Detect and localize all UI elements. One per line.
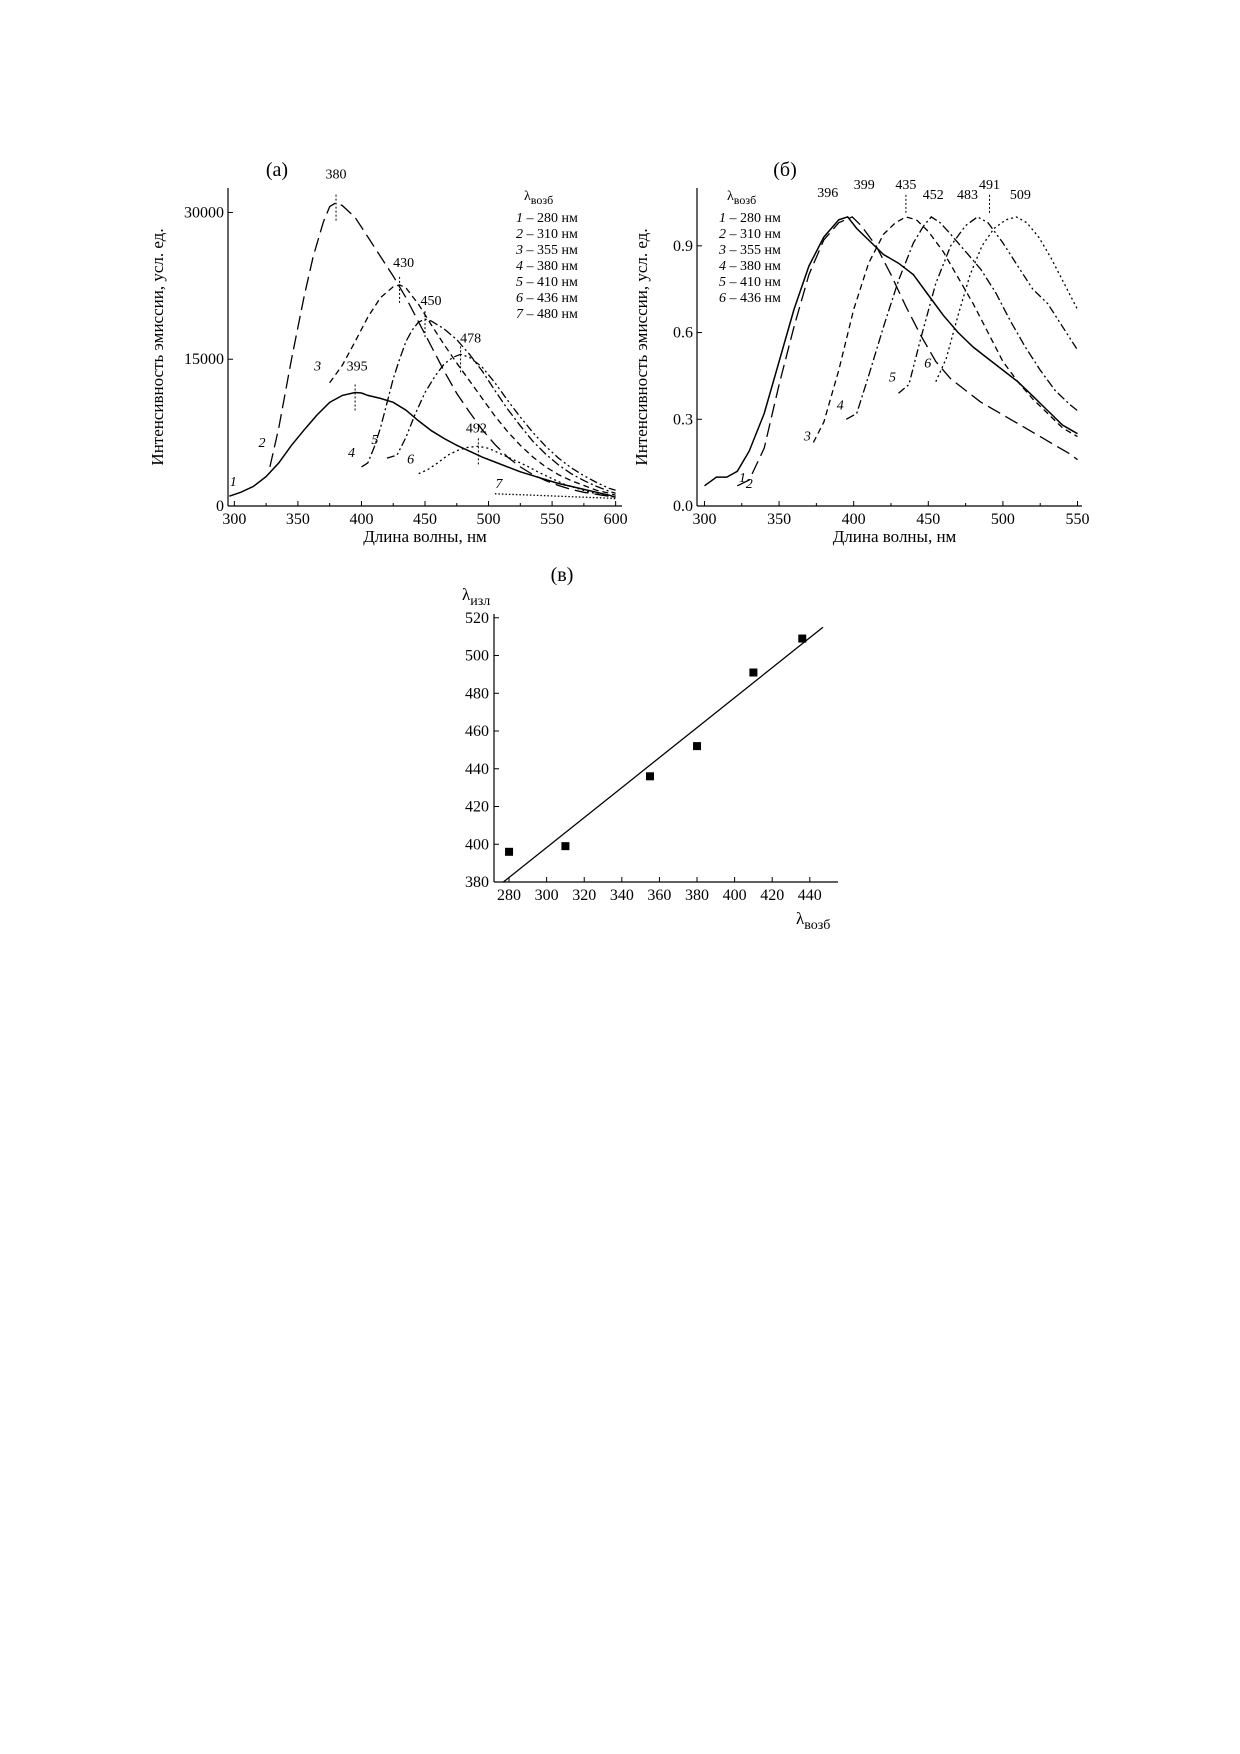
curve-number-5: 5 [888,370,896,386]
legend-entry-text: – 380 нм [523,259,578,274]
y-tick-label: 400 [465,836,489,854]
y-tick-label: 420 [465,798,489,816]
curve-number-1: 1 [229,475,237,491]
data-point [646,772,654,780]
curve-number-4: 4 [836,398,844,414]
y-tick-label: 520 [465,609,489,627]
y-tick-label: 480 [465,685,489,703]
x-tick-label: 380 [685,887,710,904]
x-axis-label-sub: возб [804,918,831,933]
x-tick-label: 300 [222,511,247,528]
legend-entry-1 [719,211,781,226]
series-line-3 [813,217,1077,443]
legend-entry-number: 3 [719,243,726,258]
x-tick-label: 500 [990,511,1015,528]
legend-entry-number: 4 [719,259,726,274]
peak-label-1: 395 [346,359,368,375]
data-point [505,848,513,856]
legend-entry-text: – 410 нм [726,275,781,290]
legend-title-main: λ [727,189,734,204]
x-tick-label: 340 [609,887,634,904]
x-axis-label: Длина волны, нм [363,527,487,546]
x-tick-label: 400 [722,887,747,904]
legend-title [727,189,756,207]
legend-entry-2 [719,227,781,242]
peak-label-509: 509 [1009,187,1031,203]
x-tick-label: 450 [916,511,941,528]
legend-entry-6 [516,291,578,306]
curve-number-6: 6 [924,356,932,372]
x-tick-label: 550 [540,511,565,528]
legend-entry-number: 4 [516,259,523,274]
panel-label: (б) [773,159,797,181]
y-tick-label: 500 [465,647,489,665]
legend-entry-text: – 410 нм [523,275,578,290]
y-tick-label: 0 [216,498,224,515]
x-tick-label: 400 [841,511,866,528]
legend-entry-text: – 355 нм [726,243,781,258]
y-axis-label: Интенсивность эмиссии, усл. ед. [148,228,167,466]
y-tick-label: 0.9 [673,237,693,255]
y-tick-label: 0.6 [673,324,693,342]
curve-number-3: 3 [803,429,811,445]
y-axis-label: Интенсивность эмиссии, усл. ед. [632,228,651,466]
legend-entry-number: 1 [719,211,726,226]
legend-entry-text: – 310 нм [523,227,578,242]
y-tick-label: 15000 [184,351,224,369]
data-point [561,842,569,850]
panel-c-chart [462,564,838,933]
panel-a-chart [148,159,628,546]
y-tick-label: 440 [465,760,489,778]
legend-entry-text: – 436 нм [523,291,578,306]
y-tick-label: 380 [465,874,489,891]
legend-entry-7 [516,307,578,322]
legend-entry-number: 7 [516,307,523,322]
y-axis-label [462,585,490,609]
peak-label-483: 483 [957,187,979,203]
x-tick-label: 300 [534,887,559,904]
peak-label-396: 396 [817,185,839,201]
legend-entry-text: – 280 нм [523,211,578,226]
y-tick-label: 0.3 [673,411,693,429]
legend-title-sub: возб [530,193,554,207]
x-tick-label: 600 [603,511,628,528]
data-point [798,635,806,643]
panel-b-chart [632,159,1090,546]
x-tick-label: 400 [349,511,374,528]
legend-entry-3 [515,243,578,258]
legend-entry-number: 6 [516,291,523,306]
peak-label-491: 491 [978,177,1000,193]
curve-number-4: 4 [347,445,355,461]
legend-entry-text: – 380 нм [726,259,781,274]
peak-label-2: 380 [325,167,347,183]
legend-entry-number: 3 [516,243,523,258]
data-point [749,669,757,677]
curve-number-2: 2 [745,476,753,492]
legend-entry-4 [719,259,781,274]
x-tick-label: 500 [476,511,501,528]
peak-label-452: 452 [922,187,944,203]
legend-entry-5 [516,275,578,290]
legend-title-main: λ [524,189,531,204]
x-tick-label: 350 [285,511,310,528]
peak-label-5: 478 [460,331,482,347]
data-point [693,742,701,750]
x-axis-label [796,909,830,933]
series-line-1 [229,393,615,498]
legend-entry-number: 2 [516,227,523,242]
curve-number-7: 7 [495,476,503,492]
legend-entry-number: 1 [516,211,523,226]
legend-entry-text: – 436 нм [726,291,781,306]
x-tick-label: 360 [647,887,672,904]
curve-number-2: 2 [258,435,266,451]
peak-label-6: 492 [465,421,487,437]
y-tick-label: 460 [465,723,489,741]
legend-entry-number: 5 [719,275,726,290]
curve-number-1: 1 [738,470,746,486]
legend-entry-text: – 355 нм [523,243,578,258]
x-tick-label: 350 [767,511,792,528]
panel-label: (в) [550,564,574,586]
legend-entry-5 [719,275,781,290]
peak-label-435: 435 [895,177,917,193]
legend-entry-number: 6 [719,291,726,306]
y-axis-label-sub: изл [470,594,491,609]
legend-entry-2 [516,227,578,242]
legend-entry-1 [516,211,578,226]
y-tick-label: 0.0 [673,498,693,515]
fit-line [503,627,823,882]
legend-entry-4 [516,259,578,274]
legend-entry-text: – 280 нм [726,211,781,226]
legend-entry-3 [718,243,781,258]
x-tick-label: 280 [497,887,522,904]
curve-number-3: 3 [314,359,322,375]
y-tick-label: 30000 [184,204,224,222]
legend-entry-6 [719,291,781,306]
x-tick-label: 300 [692,511,717,528]
peak-label-3: 430 [393,255,415,271]
legend-entry-number: 5 [516,275,523,290]
y-axis-label-main: λ [462,585,471,604]
x-tick-label: 420 [760,887,785,904]
x-axis-label-main: λ [796,909,805,928]
series-line-4 [846,217,1077,419]
x-tick-label: 550 [1065,511,1090,528]
x-axis-label: Длина волны, нм [832,527,957,546]
x-tick-label: 450 [413,511,437,528]
x-tick-label: 440 [797,887,822,904]
peak-label-4: 450 [420,294,442,310]
legend-title [524,189,553,207]
curve-number-5: 5 [371,433,379,449]
peak-label-399: 399 [853,177,875,193]
legend-entry-text: – 310 нм [726,227,781,242]
panel-label: (а) [265,159,289,181]
curve-number-6: 6 [407,452,415,468]
x-tick-label: 320 [572,887,597,904]
legend-entry-text: – 480 нм [523,307,578,322]
legend-title-sub: возб [733,193,757,207]
legend-entry-number: 2 [719,227,726,242]
